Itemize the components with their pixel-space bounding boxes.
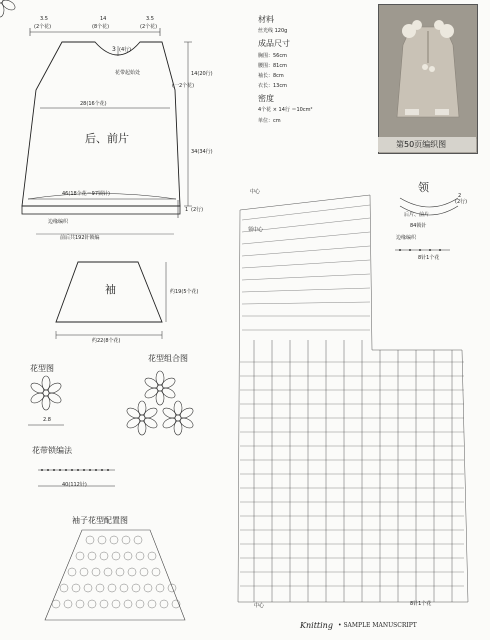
bottom-width: 46(18个花＝97锁针) — [62, 191, 110, 197]
footer-text: • SAMPLE MANUSCRIPT — [338, 622, 417, 629]
gauge: 4个花 × 14行 ＝10cm² — [258, 107, 313, 113]
chain-title: 花带锁编法 — [32, 446, 72, 455]
neck-depth: 3 — [112, 46, 116, 53]
hem-stitches: 前后共192针锁编 — [60, 235, 100, 241]
collar-rows-note: (2行) — [455, 199, 468, 205]
panel-label: 后、前片 — [85, 132, 129, 145]
collar-parts: 后片、前片 — [404, 212, 430, 218]
upper-height: 14(20行) — [191, 71, 213, 77]
hem-height: 1 — [185, 207, 189, 213]
chain-length: 40(112针) — [62, 482, 87, 488]
size-title: 成品尺寸 — [258, 39, 290, 48]
collar-title: 领 — [418, 181, 429, 194]
sleeve-width: 约22(8个花) — [92, 338, 121, 344]
chart-center-top: 中心 — [250, 189, 261, 195]
hem-label: 边缘编织 — [48, 219, 69, 225]
chart-collar-center: 领中心 — [248, 227, 264, 233]
size-item-2: 腰围：81cm — [258, 63, 287, 69]
neck-rows: (4行) — [119, 47, 132, 53]
unit: 单位：cm — [258, 118, 281, 124]
size-item-3: 袖长：8cm — [258, 73, 284, 79]
size-item-1: 胸围：56cm — [258, 53, 287, 59]
chart-center-bottom: 中心 — [254, 603, 265, 609]
sleeve-label: 袖 — [105, 283, 116, 296]
total-height: 34(34行) — [191, 149, 213, 155]
sleeve-layout-title: 袖子花型配置图 — [72, 516, 128, 525]
materials: 丝光线 120g — [258, 28, 288, 34]
collar-rows: 2 — [458, 193, 462, 199]
motif-combined-title: 花型组合图 — [148, 354, 188, 363]
motif-single-title: 花型图 — [30, 364, 54, 373]
upper-height-note: (一2个花) — [172, 83, 195, 89]
sleeve-height: 约19(5个花) — [170, 289, 199, 295]
hem-rows: (2行) — [191, 207, 204, 213]
collar-edge-count: 8针1个花 — [418, 255, 440, 261]
gauge-title: 密度 — [258, 94, 274, 103]
size-item-4: 衣长：13cm — [258, 83, 287, 89]
motif-width: 2.8 — [43, 417, 51, 423]
tie-start-label: 花带起始处 — [115, 70, 141, 76]
footer-brand: Knitting — [300, 621, 333, 630]
collar-stitches: 84锁针 — [410, 223, 427, 229]
photo-caption: 第50页编织图 — [396, 140, 447, 149]
chart-repeat-bottom: 8针1个花 — [410, 601, 432, 607]
mid-width: 28(16个花) — [80, 101, 107, 107]
collar-edge-label: 边缘编织 — [396, 235, 417, 241]
materials-title: 材料 — [258, 15, 274, 24]
